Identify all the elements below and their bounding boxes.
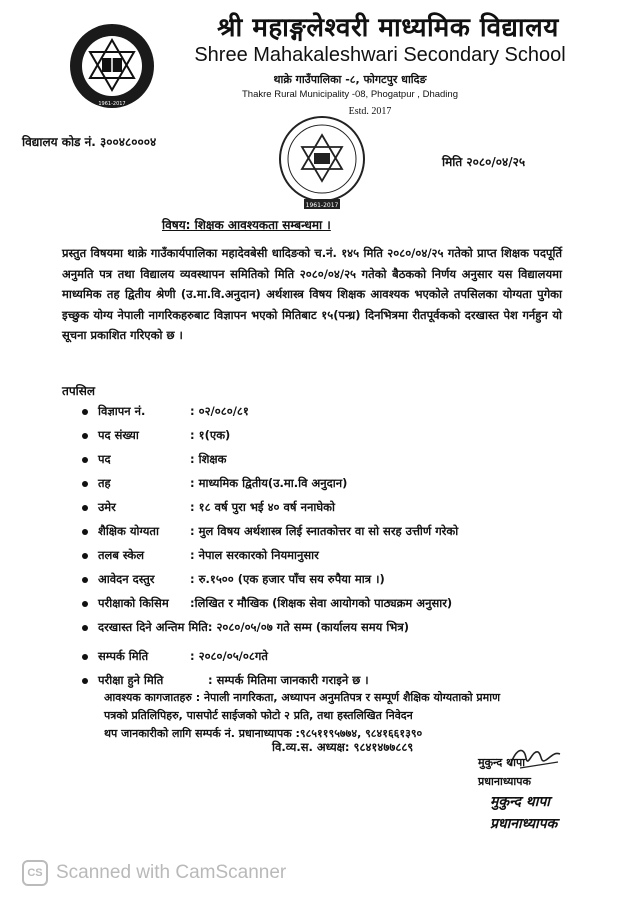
detail-label: पद संख्या	[98, 428, 139, 442]
detail-value: : मुल विषय अर्थशास्त्र लिई स्नातकोत्तर वा सो सरह उत्तीर्ण गरेको	[190, 524, 459, 538]
school-logo	[68, 22, 156, 110]
detail-row-qualification	[82, 524, 458, 539]
municipality-english: Thakre Rural Municipality -08, Phogatpur , Dhading	[242, 89, 458, 100]
detail-label: आवेदन दस्तुर	[98, 572, 155, 586]
documents-line-3: थप जानकारीको लागि सम्पर्क नं. प्रधानाध्यापक :९८५११९५७७४, ९८४१६६१३९०	[104, 727, 423, 740]
detail-row-fee	[82, 572, 385, 587]
detail-label: परीक्षा हुने मिति	[98, 673, 164, 687]
detail-label: तलब स्केल	[98, 548, 145, 562]
detail-row-ad-number	[82, 404, 249, 419]
stamp-title: प्रधानाध्यापक	[490, 816, 558, 832]
bullet-icon	[82, 529, 88, 535]
svg-text:1961-2017: 1961-2017	[98, 101, 126, 107]
school-name-nepali: श्री महाङ्गलेश्वरी माध्यमिक विद्यालय	[217, 13, 559, 43]
bullet-icon	[82, 601, 88, 607]
notice-body: प्रस्तुत विषयमा थाक्रे गाउँकार्यपालिका महादेवबेसी धादिङको च.नं. १४५ मिति २०८०/०४/२५ गतेको प्राप्त शिक्षक पदपूर्ति अनुमति पत्र तथा विद्यालय व्यवस्थापन समितिको मिति २०८०/०४/२५ गतेको बैठकको निर्णय अनुसार यस विद्यालयमा माध्यमिक तह द्वितीय श्रेणी (उ.मा.वि.अनुदान) अर्थशास्त्र विषय शिक्षक आवश्यक भएकोले तपसिलका योग्यता पुगेका इच्छुक योग्य नेपाली नागरिकहरुबाट विज्ञापन भएको मितिबाट १५(पन्ध्र) दिनभित्रमा रीतपूर्वकको दरखास्त पेश गर्नहुन यो सूचना प्रकाशित गरिएको छ ।	[62, 246, 562, 343]
bullet-icon	[82, 409, 88, 415]
detail-value: : २०८०/०५/०८गते	[190, 649, 268, 663]
detail-row-exam-type	[82, 596, 452, 611]
official-stamp	[278, 115, 366, 215]
school-name-english: Shree Mahakaleshwari Secondary School	[194, 44, 566, 66]
bullet-icon	[82, 577, 88, 583]
notice-date: मिति २०८०/०४/२५	[442, 155, 526, 169]
bullet-icon	[82, 481, 88, 487]
detail-row-contact-date	[82, 649, 268, 664]
detail-value: : १८ वर्ष पुरा भई ४० वर्ष ननाघेको	[190, 500, 335, 514]
detail-label: पद	[98, 452, 111, 466]
detail-value: : माध्यमिक द्वितीय(उ.मा.वि अनुदान)	[190, 476, 348, 490]
subject-line: विषय: शिक्षक आवश्यकता सम्बन्धमा ।	[162, 218, 331, 232]
detail-value: : ०२/०८०/८१	[190, 404, 249, 418]
headmaster-title: प्रधानाध्यापक	[478, 775, 531, 788]
bullet-icon	[82, 553, 88, 559]
detail-value: : रु.१५०० (एक हजार पाँच सय रुपैया मात्र ।)	[190, 572, 385, 586]
watermark-text: Scanned with CamScanner	[56, 862, 287, 883]
detail-label: परीक्षाको किसिम	[98, 596, 169, 610]
bullet-icon	[82, 505, 88, 511]
school-code: विद्यालय कोड नं. ३००४८०००४	[22, 135, 157, 149]
bullet-icon	[82, 625, 88, 631]
detail-row-post	[82, 452, 226, 467]
detail-value: : १(एक)	[190, 428, 231, 442]
detail-label: दरखास्त दिने अन्तिम मिति:	[98, 620, 213, 634]
detail-row-deadline	[82, 620, 409, 635]
detail-label: विज्ञापन नं.	[98, 404, 146, 418]
detail-row-level	[82, 476, 347, 491]
municipality-nepali: थाक्रे गाउँपालिका -८, फोगटपुर धादिङ	[273, 73, 427, 86]
established-year: Estd. 2017	[348, 106, 392, 117]
stamp-year: 1961-2017	[305, 202, 339, 209]
bullet-icon	[82, 433, 88, 439]
detail-value: २०८०/०५/०७ गते सम्म (कार्यालय समय भित्र)	[216, 620, 409, 634]
committee-contact: वि.व्य.स. अध्यक्ष: ९८४१४७७८८९	[272, 740, 414, 754]
detail-label: तह	[98, 476, 111, 490]
detail-label: सम्पर्क मिति	[98, 649, 149, 663]
detail-row-exam-date	[82, 673, 369, 688]
details-heading: तपसिल	[62, 384, 96, 398]
detail-label: शैक्षिक योग्यता	[98, 524, 159, 538]
documents-line-2: पत्रको प्रतिलिपिहरु, पासपोर्ट साईजको फोटो २ प्रति, तथा हस्तलिखित निवेदन	[104, 709, 413, 722]
detail-row-age	[82, 500, 335, 515]
camscanner-logo-icon: CS	[22, 860, 48, 886]
bullet-icon	[82, 654, 88, 660]
camscanner-watermark	[22, 860, 286, 886]
detail-value: : नेपाल सरकारको नियमानुसार	[190, 548, 319, 562]
detail-row-salary	[82, 548, 319, 563]
detail-value: : सम्पर्क मितिमा जानकारी गराइने छ ।	[208, 673, 369, 687]
documents-line-1: आवश्यक कागजातहरु : नेपाली नागरिकता, अध्यापन अनुमतिपत्र र सम्पूर्ण शैक्षिक योग्यताको प्रमाण	[104, 691, 501, 704]
stamp-name: मुकुन्द थापा	[490, 794, 550, 810]
detail-value: : शिक्षक	[190, 452, 227, 466]
detail-value: :लिखित र मौखिक (शिक्षक सेवा आयोगको पाठ्यक्रम अनुसार)	[190, 596, 453, 610]
detail-label: उमेर	[98, 500, 116, 514]
bullet-icon	[82, 678, 88, 684]
headmaster-name: मुकुन्द थापा	[478, 756, 526, 769]
bullet-icon	[82, 457, 88, 463]
detail-row-post-count	[82, 428, 230, 443]
